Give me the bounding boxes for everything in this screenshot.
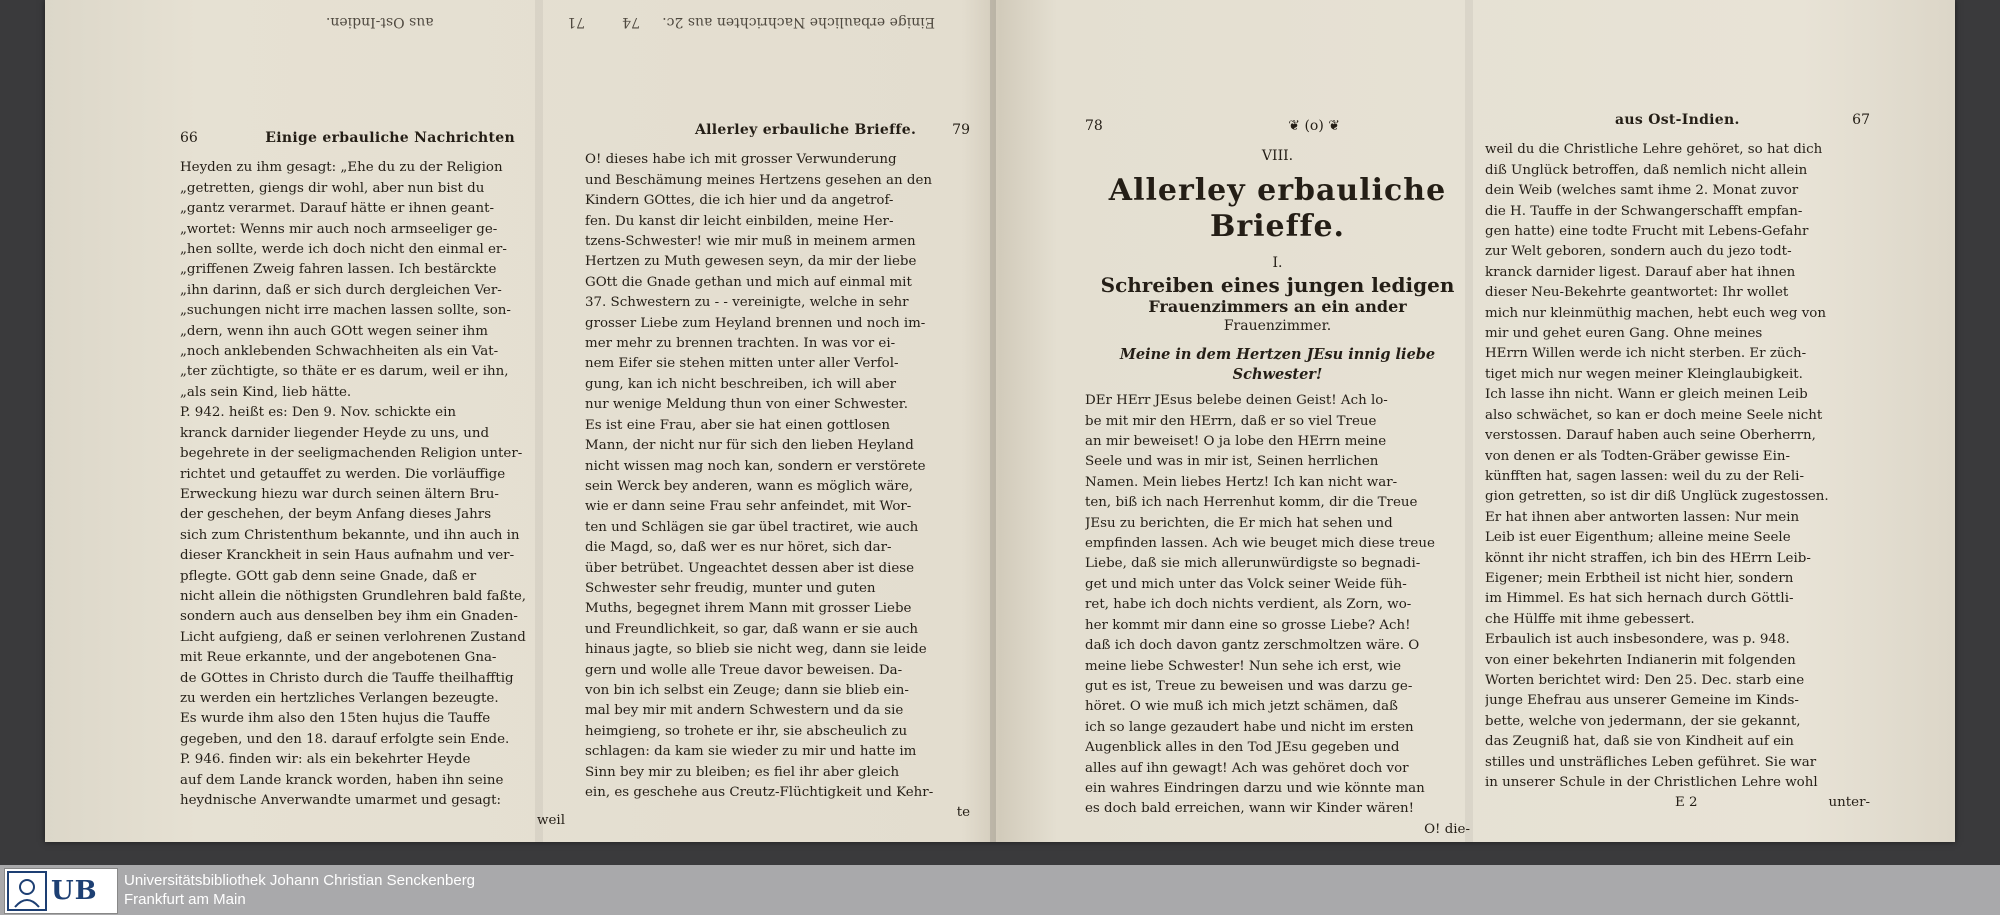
- text-line: P. 942. heißt es: Den 9. Nov. schickte ein: [180, 405, 456, 421]
- text-line: Erweckung hiezu war durch seinen ältern Bru-: [180, 486, 499, 502]
- text-line: „noch anklebenden Schwachheiten als ein Vat-: [180, 344, 499, 360]
- text-line: „hen sollte, werde ich doch nicht den einmal er-: [180, 242, 507, 258]
- text-line: „dern, wenn ihn auch GOtt wegen seiner ihm: [180, 323, 488, 339]
- text-line: ein wahres Eindringen darzu und wie könnte man: [1085, 780, 1425, 796]
- text-line: hinaus jagte, so blieb sie nicht weg, dann sie leide: [585, 642, 927, 658]
- section-number: VIII.: [1261, 148, 1294, 165]
- text-line: nicht allein die nöthigsten Grundlehren bald faßte,: [180, 588, 527, 604]
- text-line: P. 946. finden wir: als ein bekehrter Heyde: [180, 752, 471, 768]
- letter-title: Frauenzimmer.: [1223, 318, 1332, 335]
- text-line: „als sein Kind, lieb hätte.: [180, 384, 352, 400]
- text-line: Mann, der nicht nur für sich den lieben Heyland: [585, 438, 914, 454]
- text-line: grosser Liebe zum Heyland brennen und noch im-: [585, 315, 926, 331]
- page-header: [585, 120, 970, 140]
- text-line: „suchungen nicht irre machen lassen sollte, son-: [180, 303, 511, 319]
- text-line: mir und gehet euren Gang. Ohne meines: [1485, 326, 1763, 342]
- salutation: Meine in dem Hertzen JEsu innig liebe Schwester!: [1119, 346, 1436, 384]
- text-line: die Magd, so, daß wer es nur höret, sich dar-: [585, 540, 892, 556]
- scanned-sheet: [45, 0, 1955, 842]
- text-line: „wortet: Wenns mir auch noch armseeliger ge-: [180, 221, 498, 237]
- text-line: Leib ist euer Eigenthum; alleine meine Seele: [1485, 530, 1791, 546]
- text-line: wie er dann seine Frau sehr anfeindet, mit Wor-: [585, 499, 912, 515]
- text-line: die H. Tauffe in der Schwangerschafft empfan-: [1485, 203, 1803, 219]
- text-line: de GOttes in Christo durch die Tauffe theilhafftig: [180, 670, 514, 686]
- text-line: Muths, begegnet ihrem Mann mit grosser Liebe: [585, 601, 912, 617]
- text-line: und Freundlichkeit, so gar, daß wann er sie auch: [585, 621, 918, 637]
- catchword: O! die-: [1424, 821, 1470, 837]
- text-line: begehrete in der seeligmachenden Religion unter-: [180, 446, 523, 462]
- catchword: weil: [537, 813, 565, 829]
- page-66: [180, 128, 565, 832]
- text-line: Er hat ihnen aber antworten lassen: Nur mein: [1485, 509, 1800, 525]
- upside-down-header-left: [255, 0, 585, 30]
- text-block: [1085, 391, 1470, 820]
- text-line: Hertzen zu Muth gewesen seyn, da mir der liebe: [585, 254, 917, 270]
- text-line: „ter züchtigte, so thäte er es darum, weil er ihn,: [180, 364, 509, 380]
- text-line: Erbaulich ist auch insbesondere, was p. 948.: [1485, 632, 1790, 648]
- text-line: über betrübet. Ungeachtet dessen aber ist diese: [585, 560, 915, 576]
- text-line: von bin ich selbst ein Zeuge; dann sie blieb ein-: [585, 682, 909, 698]
- text-line: diß Unglück betroffen, daß nemlich nicht allein: [1485, 162, 1808, 178]
- library-logo[interactable]: [4, 868, 118, 914]
- text-line: mich nur kleinmüthig machen, hebt euch weg von: [1485, 305, 1826, 321]
- text-line: höret. O wie muß ich mich jetzt schämen, daß: [1085, 699, 1398, 715]
- text-line: stilles und unsträfliches Leben geführet. Sie war: [1485, 754, 1817, 770]
- page-header: [1485, 110, 1870, 130]
- text-line: in unserer Schule in der Christlichen Lehre wohl: [1485, 775, 1818, 790]
- text-line: che Hülffe mit ihme gebessert.: [1485, 611, 1695, 627]
- provider-footer: [0, 865, 2000, 915]
- text-line: alles auf ihn gewagt! Ach was gehöret doch vor: [1085, 760, 1409, 776]
- text-line: her kommt mir dann eine so grosse Liebe? Ach!: [1085, 617, 1411, 633]
- page-header: [1085, 116, 1470, 136]
- page-number: 79: [952, 122, 970, 138]
- text-line: also schwächet, so kan er doch meine Seele nicht: [1485, 407, 1823, 423]
- text-line: fen. Du kanst dir leicht einbilden, meine Her-: [585, 213, 894, 229]
- text-line: Sinn bey mir zu bleiben; es fiel ihr aber gleich: [585, 764, 900, 780]
- page-number: 78: [1085, 118, 1103, 134]
- text-line: der geschehen, der beym Anfang dieses Jahrs: [180, 507, 492, 523]
- text-line: sein Werck bey anderen, wann es möglich wäre,: [585, 478, 914, 494]
- text-line: Namen. Mein liebes Hertz! Ich kan nicht war-: [1085, 474, 1398, 490]
- library-city-line: Frankfurt am Main: [124, 891, 246, 908]
- text-line: sondern auch aus denselben bey ihm ein Gnaden-: [180, 609, 518, 625]
- text-line: mal bey mir mit andern Schwestern und da sie: [585, 703, 904, 719]
- text-line: gut es ist, Treue zu beweisen und was darzu ge-: [1085, 678, 1413, 694]
- text-line: „ihn darinn, daß er sich durch dergleichen Ver-: [180, 282, 502, 298]
- text-line: Seele und was in mir ist, Seinen herrlichen: [1085, 454, 1379, 470]
- text-line: Worten berichtet wird: Den 25. Dec. starb eine: [1485, 672, 1805, 688]
- text-line: DEr HErr JEsus belebe deinen Geist! Ach lo-: [1085, 393, 1388, 409]
- letter-title: Frauenzimmers an ein ander: [1148, 297, 1407, 317]
- text-line: heydnische Anverwandte umarmet und gesagt:: [180, 793, 502, 808]
- text-block: [180, 158, 565, 811]
- text-line: ein, es geschehe aus Creutz-Flüchtigkeit und Kehr-: [585, 785, 934, 800]
- center-fold: [990, 0, 996, 842]
- text-line: Ich lasse ihn nicht. Wann er gleich meinen Leib: [1485, 387, 1808, 403]
- text-line: richtet und getauffet zu werden. Die vorläuffige: [180, 466, 506, 482]
- text-line: Schwester sehr freudig, munter und guten: [585, 580, 876, 596]
- text-line: und Beschämung meines Hertzens gesehen an den: [585, 172, 932, 188]
- text-line: mit Reue erkannte, und der angebotenen Gna-: [180, 650, 497, 666]
- text-line: zu werden ein hertzliches Verlangen bezeugte.: [180, 690, 499, 706]
- top-number: 71: [567, 14, 585, 30]
- running-title: aus Ost-Indien.: [1615, 112, 1740, 128]
- text-line: ret, habe ich doch nichts verdient, als Zorn, wo-: [1085, 597, 1412, 613]
- running-title: Einige erbauliche Nachrichten: [265, 130, 515, 146]
- text-line: gern und wolle alle Treue davor beweisen. Da-: [585, 662, 903, 678]
- letter-numeral: I.: [1272, 254, 1283, 271]
- text-line: weil du die Christliche Lehre gehöret, so hat dich: [1485, 142, 1823, 158]
- senckenberg-emblem-icon: [7, 871, 47, 911]
- text-line: gen hatte) eine todte Frucht mit Lebens-Gefahr: [1485, 224, 1809, 240]
- text-line: nicht wissen mag noch kan, sondern er verstörete: [585, 458, 926, 474]
- text-line: gegeben, und den 18. darauf erfolgte sein Ende.: [180, 731, 510, 747]
- page-79: [585, 120, 970, 824]
- page-number: 67: [1852, 112, 1870, 128]
- text-line: O! dieses habe ich mit grosser Verwunderung: [585, 152, 897, 168]
- text-block: [585, 150, 970, 803]
- text-line: meine liebe Schwester! Nun sehe ich erst, wie: [1085, 658, 1402, 674]
- text-line: Augenblick alles in den Tod JEsu gegeben und: [1085, 740, 1400, 756]
- text-line: von einer bekehrten Indianerin mit folgenden: [1485, 652, 1796, 668]
- text-line: get und mich unter das Volck seiner Weide füh-: [1085, 576, 1407, 592]
- text-line: von denen er als Todten-Gräber gewisse Ein-: [1485, 448, 1790, 464]
- page-footer: [1485, 793, 1870, 813]
- text-line: gion getretten, so ist dir diß Unglück zugestossen.: [1485, 489, 1829, 505]
- text-line: mer mehr zu brennen trachten. In was vor ei-: [585, 336, 896, 352]
- text-block: [1485, 140, 1870, 793]
- logo-text: UB: [51, 876, 98, 906]
- text-line: schlagen: da kam sie wieder zu mir und hatte im: [585, 744, 917, 760]
- text-line: pflegte. GOtt gab denn seine Gnade, daß er: [180, 568, 477, 584]
- text-line: daß ich doch davon gantz zerschmoltzen wäre. O: [1085, 638, 1420, 654]
- text-line: dein Weib (welches samt ihme 2. Monat zuvor: [1485, 183, 1799, 199]
- catchword: te: [956, 805, 970, 821]
- text-line: auf dem Lande kranck worden, haben ihn seine: [180, 772, 504, 788]
- text-line: nem Eifer sie stehen mitten unter aller Verfol-: [585, 356, 899, 372]
- text-line: Eigener; mein Erbtheil ist nicht hier, sondern: [1485, 570, 1794, 586]
- text-line: tiget mich nur wegen meiner Kleinglaubigkeit.: [1485, 366, 1803, 382]
- page-78: [1085, 116, 1470, 840]
- text-line: empfinden lassen. Ach wie beuget mich diese treue: [1085, 536, 1435, 552]
- ornament: ❦ (o) ❦: [1288, 118, 1340, 134]
- page-67: [1485, 110, 1870, 814]
- text-line: kranck darnider liegender Heyde zu uns, und: [180, 425, 490, 441]
- text-line: „getretten, giengs dir wohl, aber nun bist du: [180, 180, 485, 196]
- text-line: das Zeugniß hat, daß sie von Kindheit auf ein: [1485, 734, 1794, 750]
- text-line: zur Welt geboren, sondern auch du jezo todt-: [1485, 244, 1792, 260]
- running-title: Allerley erbauliche Brieffe.: [695, 122, 917, 138]
- text-line: 37. Schwestern zu - - vereinigte, welche in sehr: [585, 295, 909, 311]
- text-line: nur wenige Meldung thun von einer Schwester.: [585, 397, 908, 413]
- text-line: sich zum Christenthum bekannte, und ihn auch in: [180, 527, 520, 543]
- text-line: ten und Schlägen sie gar übel tractiret, wie auch: [585, 519, 919, 535]
- text-line: an mir beweiset! O ja lobe den HErrn meine: [1085, 434, 1387, 450]
- top-number: 74: [622, 14, 640, 30]
- letter-title: Schreiben eines jungen ledigen: [1100, 273, 1455, 298]
- page-number: 66: [180, 130, 198, 146]
- text-line: be mit mir den HErrn, daß er so viel Treue: [1085, 413, 1377, 429]
- text-line: ten, biß ich nach Herrenhut komm, dir die Treue: [1085, 495, 1418, 511]
- text-line: es doch bald erreichen, wann wir Kinder wären!: [1085, 801, 1415, 817]
- top-text: Einige erbauliche Nachrichten aus 2c.: [662, 14, 935, 30]
- text-line: künfften hat, sagen lassen: weil du zu der Reli-: [1485, 468, 1804, 484]
- text-line: im Himmel. Es hat sich hernach durch Göttli-: [1485, 591, 1794, 607]
- library-name-line: Universitätsbibliothek Johann Christian Senckenberg: [124, 872, 476, 889]
- text-line: heimgieng, so trohete er ihr, sie abscheulich zu: [585, 723, 908, 739]
- text-line: ich so lange gezaudert habe und nicht im ersten: [1085, 719, 1414, 735]
- text-line: tzens-Schwester! wie mir muß in meinem armen: [585, 234, 916, 250]
- text-line: Kindern GOttes, die ich hier und da angetrof-: [585, 193, 894, 209]
- text-line: dieser Neu-Bekehrte geantwortet: Ihr wollet: [1485, 285, 1789, 301]
- chapter-title: Allerley erbauliche Brieffe.: [1108, 172, 1447, 244]
- library-name[interactable]: [124, 871, 475, 909]
- signature-mark: E 2: [1675, 795, 1698, 811]
- text-line: kranck darnider ligest. Darauf aber hat ihnen: [1485, 264, 1796, 280]
- text-line: dieser Kranckheit in sein Haus aufnahm und ver-: [180, 548, 515, 564]
- top-text: aus Ost-Indien.: [325, 14, 434, 30]
- text-line: GOtt die Gnade gethan und mich auf einmal mit: [585, 274, 912, 290]
- catchword: unter-: [1828, 795, 1870, 811]
- text-line: Liebe, daß sie mich allerunwürdigste so begnadi-: [1085, 556, 1421, 572]
- text-line: junge Ehefrau aus unserer Gemeine im Kinds-: [1485, 693, 1799, 709]
- text-line: Licht aufgieng, daß er seinen verlohrenen Zustand: [180, 629, 526, 645]
- text-line: bette, welche von jedermann, der sie gekannt,: [1485, 713, 1801, 729]
- page-header: [180, 128, 565, 148]
- upside-down-header-center: [605, 0, 935, 30]
- text-line: gung, kan ich nicht beschreiben, ich will aber: [585, 376, 897, 392]
- text-line: Heyden zu ihm gesagt: „Ehe du zu der Religion: [180, 160, 503, 176]
- text-line: „gantz verarmet. Darauf hätte er ihnen geant-: [180, 201, 495, 217]
- text-line: verstossen. Darauf haben auch seine Oberherrn,: [1485, 428, 1816, 444]
- text-line: könnt ihr nicht straffen, ich bin des HErrn Leib-: [1485, 550, 1811, 566]
- text-line: Es ist eine Frau, aber sie hat einen gottlosen: [585, 417, 891, 433]
- text-line: HErrn Willen werde ich nicht sterben. Er züch-: [1485, 346, 1807, 362]
- text-line: Es wurde ihm also den 15ten hujus die Tauffe: [180, 711, 491, 727]
- text-line: JEsu zu berichten, die Er mich hat sehen und: [1085, 515, 1393, 531]
- text-line: „griffenen Zweig fahren lassen. Ich bestärckte: [180, 262, 497, 278]
